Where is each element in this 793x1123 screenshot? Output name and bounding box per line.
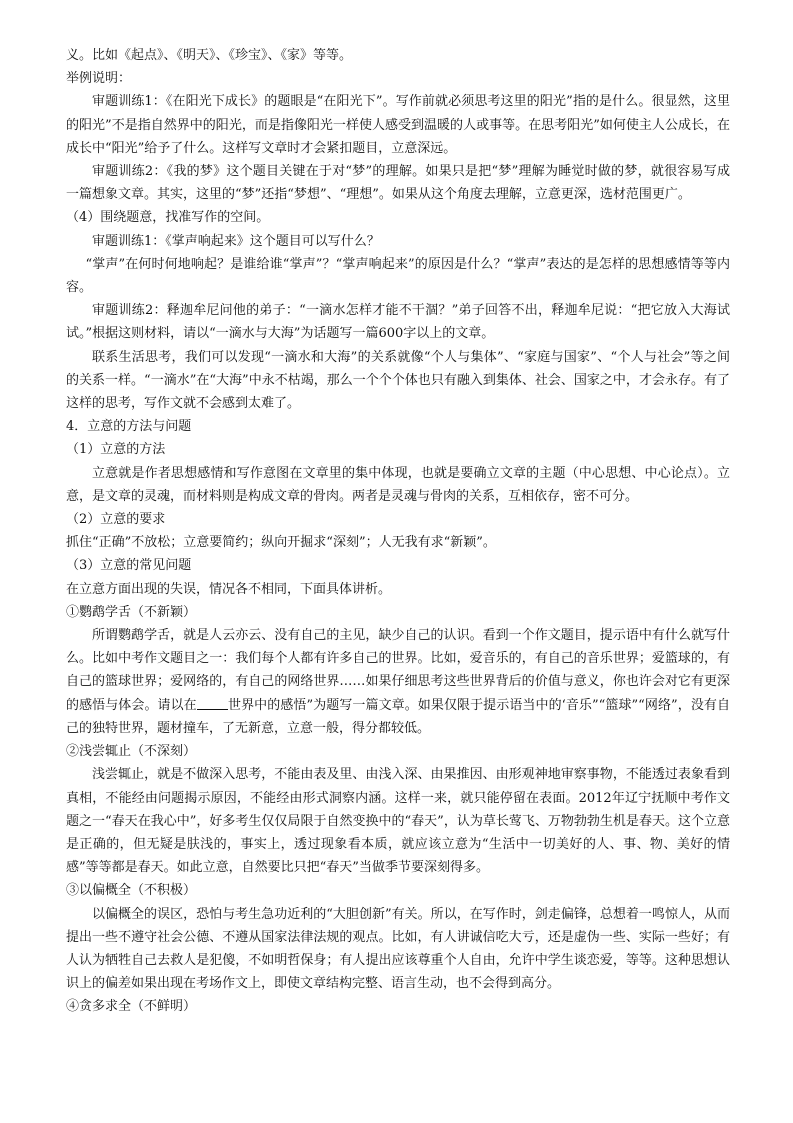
paragraph-method: 立意就是作者思想感情和写作意图在文章里的集中体现，也就是要确立文章的主题（中心思想、中心论点）。立意，是文章的灵魂，而材料则是构成文章的骨肉。两者是灵魂与骨肉的关系，互相依存，密不可分。 <box>66 465 730 504</box>
paragraph-parrot-part2: 世界中的感悟”为题写一篇文章。如果仅限于提示语当中的‘音乐”“篮球”“网络”，没有自己的独特世界，题材撞车，了无新意，立意一般，得分都较低。 <box>66 697 730 736</box>
fill-in-blank <box>197 696 228 710</box>
section-title-4: 4．立意的方法与问题 <box>66 419 192 435</box>
paragraph-problems-intro: 在立意方面出现的失误，情况各不相同，下面具体讲析。 <box>66 581 392 597</box>
problem-heading-2: ②浅尝辄止（不深刻） <box>66 744 197 760</box>
paragraph-example-heading: 举例说明： <box>66 71 132 87</box>
paragraph-partial: 以偏概全的误区，恐怕与考生急功近利的“大胆创新”有关。所以，在写作时，剑走偏锋，总想着一鸣惊人，从而提出一些不遵守社会公德、不遵从国家法律法规的观点。比如，有人讲诚信吃大亏，还是虚伪一些、实际一些好；有人认为牺牲自己去救人是犯傻，不如明哲保身；有人提出应该尊重个人自由，允许中学生谈恋爱，等等。这种思想认识上的偏差如果出现在考场作文上，即使文章结构完整、语言生动，也不会得到高分。 <box>66 906 730 992</box>
subsection-heading-2: （2）立意的要求 <box>66 512 166 528</box>
problem-heading-1: ①鹦鹉学舌（不新颖） <box>66 604 197 620</box>
paragraph-parrot-part1: 所谓鹦鹉学舌，就是人云亦云、没有自己的主见，缺少自己的认识。看到一个作文题目，提示语中有什么就写什么。比如中考作文题目之一：我们每个人都有许多自己的世界。比如，爱音乐的，有自己的音乐世界；爱篮球的，有自己的篮球世界；爱网络的，有自己的网络世界……如果仔细思考这些世界背后的价值与意义，你也许会对它有更深的感悟与体会。请以在 <box>66 628 730 713</box>
subsection-heading-1: （1）立意的方法 <box>66 442 166 458</box>
problem-heading-4: ④贪多求全（不鲜明） <box>66 999 197 1015</box>
paragraph-training-sunlight: 审题训练1：《在阳光下成长》的题眼是“在阳光下”。写作前就必须思考这里的阳光”指的是什么。很显然，这里的阳光”不是指自然界中的阳光，而是指像阳光一样使人感受到温暖的人或事等。在思考阳光”如何使主人公成长，在成长中“阳光”给予了什么。这样写文章时才会紧扣题目，立意深远。 <box>66 94 730 156</box>
paragraph-training-water: 审题训练2：释迦牟尼问他的弟子：“一滴水怎样才能不干涸？”弟子回答不出，释迦牟尼说：“把它放入大海试试。”根据这则材料，请以“一滴水与大海”为话题写一篇600字以上的文章。 <box>66 303 730 342</box>
document-page <box>66 44 730 1019</box>
paragraph-applause-questions: “掌声”在何时何地响起？是谁给谁“掌声”？“掌声响起来”的原因是什么？“掌声”表达的是怎样的思想感情等等内容。 <box>66 256 730 296</box>
paragraph-training-applause: 审题训练1：《掌声响起来》这个题目可以写什么？ <box>92 233 380 249</box>
subsection-heading-3: （3）立意的常见问题 <box>66 558 192 574</box>
section-heading-4: （4）围绕题意，找准写作的空间。 <box>66 210 270 226</box>
paragraph-training-dream: 审题训练2：《我的梦》这个题目关键在于对“梦”的理解。如果只是把“梦”理解为睡觉时做的梦，就很容易写成一篇想象文章。其实，这里的“梦”还指“梦想”、“理想”。如果从这个角度去理解，立意更深，选材范围更广。 <box>66 164 730 203</box>
problem-heading-3: ③以偏概全（不积极） <box>66 883 197 899</box>
paragraph-requirements: 抓住“正确”不放松；立意要简约；纵向开掘求“深刻”；人无我有求“新颖”。 <box>66 535 496 551</box>
paragraph-parrot <box>66 624 730 740</box>
paragraph-shallow: 浅尝辄止，就是不做深入思考，不能由表及里、由浅入深、由果推因、由形观神地审察事物，不能透过表象看到真相，不能经由问题揭示原因，不能经由形式洞察内涵。这样一来，就只能停留在表面。2012年辽宁抚顺中考作文题之一“春天在我心中”，好多考生仅仅局限于自然变换中的“春天”，认为草长莺飞、万物勃勃生机是春天。这个立意是正确的，但无疑是肤浅的，事实上，透过现象看本质，就应该立意为“生活中一切美好的人、事、物、美好的情感”等等都是春天。如此立意，自然要比只把“春天”当做季节要深刻得多。 <box>66 767 730 876</box>
paragraph-water-analysis: 联系生活思考，我们可以发现“一滴水和大海”的关系就像“个人与集体”、“家庭与国家”、“个人与社会”等之间的关系一样。“一滴水”在“大海”中永不枯竭，那么一个个个体也只有融入到集体、社会、国家之中，才会永存。有了这样的思考，写作文就不会感到太难了。 <box>66 349 730 412</box>
paragraph-intro-examples: 义。比如《起点》、《明天》、《珍宝》、《家》等等。 <box>66 48 353 63</box>
